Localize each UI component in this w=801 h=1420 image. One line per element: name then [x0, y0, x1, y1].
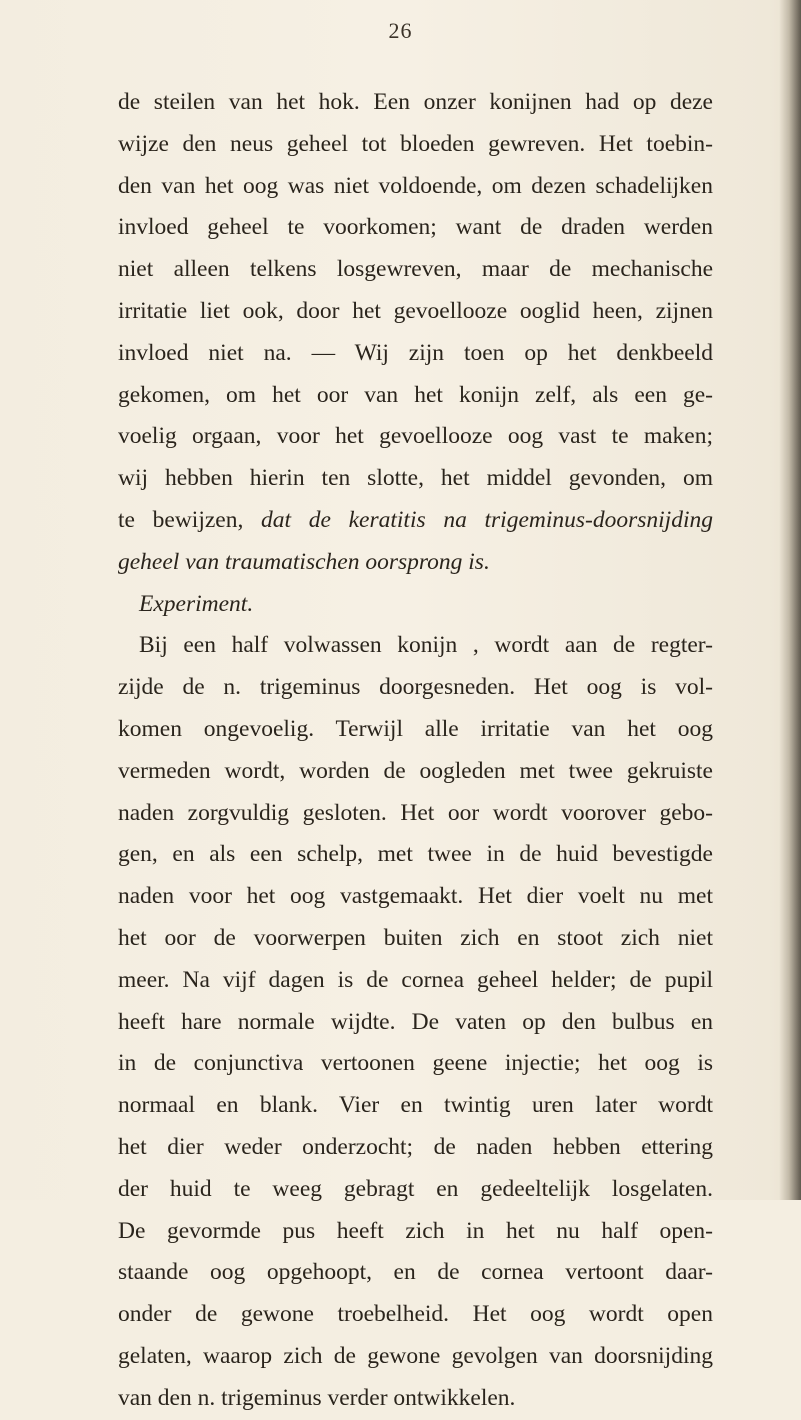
- text-line: wij hebben hierin ten slotte, het middel gevonden, om: [118, 465, 713, 492]
- text-line: invloed geheel te voorkomen; want de draden werden: [118, 214, 713, 241]
- text-line: meer. Na vijf dagen is de cornea geheel helder; de pupil: [118, 966, 713, 993]
- text-line: in de conjunctiva vertoonen geene injectie; het oog is: [118, 1050, 713, 1077]
- text-line: naden voor het oog vastgemaakt. Het dier voelt nu met: [118, 883, 713, 910]
- text-line: niet alleen telkens losgewreven, maar de mechanische: [118, 256, 713, 283]
- italic-line: geheel van traumatischen oorsprong is.: [118, 548, 490, 575]
- text-line: zijde de n. trigeminus doorgesneden. Het oog is vol-: [118, 674, 713, 701]
- text-line: vermeden wordt, worden de oogleden met twee gekruiste: [118, 757, 713, 784]
- text-line: onder de gewone troebelheid. Het oog wordt open: [118, 1301, 713, 1328]
- text-line: irritatie liet ook, door het gevoellooze ooglid heen, zijnen: [118, 297, 713, 324]
- text-line: van den n. trigeminus verder ontwikkelen.: [118, 1384, 516, 1411]
- text-line: gekomen, om het oor van het konijn zelf, als een ge-: [118, 381, 713, 408]
- text-line: het oor de voorwerpen buiten zich en stoot zich niet: [118, 924, 713, 951]
- text-line: heeft hare normale wijdte. De vaten op den bulbus en: [118, 1008, 713, 1035]
- text-line: De gevormde pus heeft zich in het nu half open-: [118, 1217, 713, 1244]
- text-line: Bij een half volwassen konijn , wordt aan de regter-: [139, 632, 713, 659]
- text-line: de steilen van het hok. Een onzer konijnen had op deze: [118, 89, 713, 115]
- text-line: gelaten, waarop zich de gewone gevolgen van doorsnijding: [118, 1342, 713, 1369]
- page-number: 26: [388, 18, 413, 43]
- text-line: gen, en als een schelp, met twee in de huid bevestigde: [118, 841, 713, 868]
- section-heading: Experiment.: [139, 590, 254, 617]
- italic-emphasis: dat de keratitis na trigeminus-doorsnijding: [261, 506, 713, 533]
- text-line-mixed: [118, 500, 713, 542]
- text-line: komen ongevoelig. Terwijl alle irritatie van het oog: [118, 715, 713, 742]
- text-line: invloed niet na. — Wij zijn toen op het denkbeeld: [118, 339, 713, 366]
- text-line: voelig orgaan, voor het gevoellooze oog vast te maken;: [118, 423, 713, 450]
- text-line: staande oog opgehoopt, en de cornea vertoont daar-: [118, 1259, 713, 1286]
- text-line: der huid te weeg gebragt en gedeeltelijk losgelaten.: [118, 1175, 713, 1202]
- text-line: het dier weder onderzocht; de naden hebben ettering: [118, 1133, 713, 1160]
- text-line: den van het oog was niet voldoende, om dezen schadelijken: [118, 172, 713, 199]
- text-line: wijze den neus geheel tot bloeden gewreven. Het toebin-: [118, 130, 713, 157]
- text-line: normaal en blank. Vier en twintig uren later wordt: [118, 1092, 713, 1119]
- text-line: naden zorgvuldig gesloten. Het oor wordt voorover gebo-: [118, 799, 713, 826]
- text-line-plain-part: te bewijzen,: [118, 506, 262, 533]
- page-edge-shadow: [779, 0, 801, 1200]
- body-text: [118, 82, 713, 1420]
